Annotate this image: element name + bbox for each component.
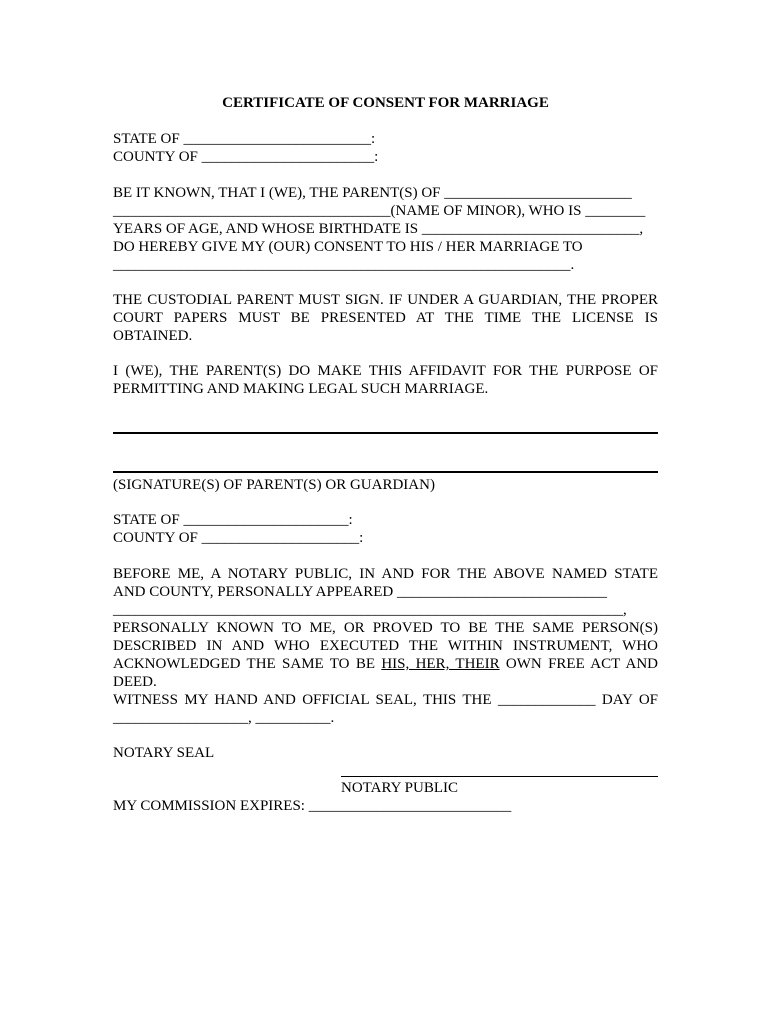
commission-expires: MY COMMISSION EXPIRES: ___________________________ — [113, 798, 512, 814]
signature-line-1 — [113, 432, 658, 434]
known-line-5: _____________________________________________________________. — [113, 257, 575, 273]
known-line-4: DO HEREBY GIVE MY (OUR) CONSENT TO HIS / HER MARRIAGE TO — [113, 239, 583, 255]
document-title: CERTIFICATE OF CONSENT FOR MARRIAGE — [222, 95, 549, 111]
custodial-line-3: OBTAINED. — [113, 328, 193, 344]
known-line-3: YEARS OF AGE, AND WHOSE BIRTHDATE IS _____________________________, — [113, 221, 644, 237]
personally-line-1: PERSONALLY KNOWN TO ME, OR PROVED TO BE THE SAME PERSON(S) — [113, 620, 658, 636]
state-field: STATE OF _________________________: — [113, 131, 376, 147]
notary-county-field: COUNTY OF _____________________: — [113, 530, 364, 546]
county-field: COUNTY OF _______________________: — [113, 149, 379, 165]
notary-state-field: STATE OF ______________________: — [113, 512, 353, 528]
pronoun-options: HIS, HER, THEIR — [381, 656, 500, 672]
personally-line-3-post: OWN FREE ACT AND — [499, 656, 658, 672]
known-line-1: BE IT KNOWN, THAT I (WE), THE PARENT(S) OF _________________________ — [113, 185, 632, 201]
notary-signature-line — [341, 776, 658, 777]
personally-line-2: DESCRIBED IN AND WHO EXECUTED THE WITHIN INSTRUMENT, WHO — [113, 638, 658, 654]
witness-line-1: WITNESS MY HAND AND OFFICIAL SEAL, THIS THE _____________ DAY OF — [113, 692, 658, 708]
affidavit-line-2: PERMITTING AND MAKING LEGAL SUCH MARRIAGE. — [113, 381, 489, 397]
witness-line-2: __________________, __________. — [113, 710, 335, 726]
notary-public-label: NOTARY PUBLIC — [341, 780, 459, 796]
personally-line-3 — [113, 655, 658, 673]
custodial-line-1: THE CUSTODIAL PARENT MUST SIGN. IF UNDER A GUARDIAN, THE PROPER — [113, 292, 658, 308]
signature-caption: (SIGNATURE(S) OF PARENT(S) OR GUARDIAN) — [113, 477, 435, 493]
personally-line-4: DEED. — [113, 674, 157, 690]
signature-line-2 — [113, 471, 658, 473]
custodial-line-2: COURT PAPERS MUST BE PRESENTED AT THE TIME THE LICENSE IS — [113, 310, 658, 326]
known-line-2: _____________________________________(NAME OF MINOR), WHO IS ________ — [113, 203, 646, 219]
personally-line-3-pre: ACKNOWLEDGED THE SAME TO BE — [113, 656, 382, 672]
notary-seal-label: NOTARY SEAL — [113, 745, 215, 761]
affidavit-line-1: I (WE), THE PARENT(S) DO MAKE THIS AFFIDAVIT FOR THE PURPOSE OF — [113, 363, 658, 379]
before-line-2: AND COUNTY, PERSONALLY APPEARED ____________________________ — [113, 584, 607, 600]
before-line-3: ____________________________________________________________________, — [113, 602, 627, 618]
before-line-1: BEFORE ME, A NOTARY PUBLIC, IN AND FOR THE ABOVE NAMED STATE — [113, 566, 658, 582]
